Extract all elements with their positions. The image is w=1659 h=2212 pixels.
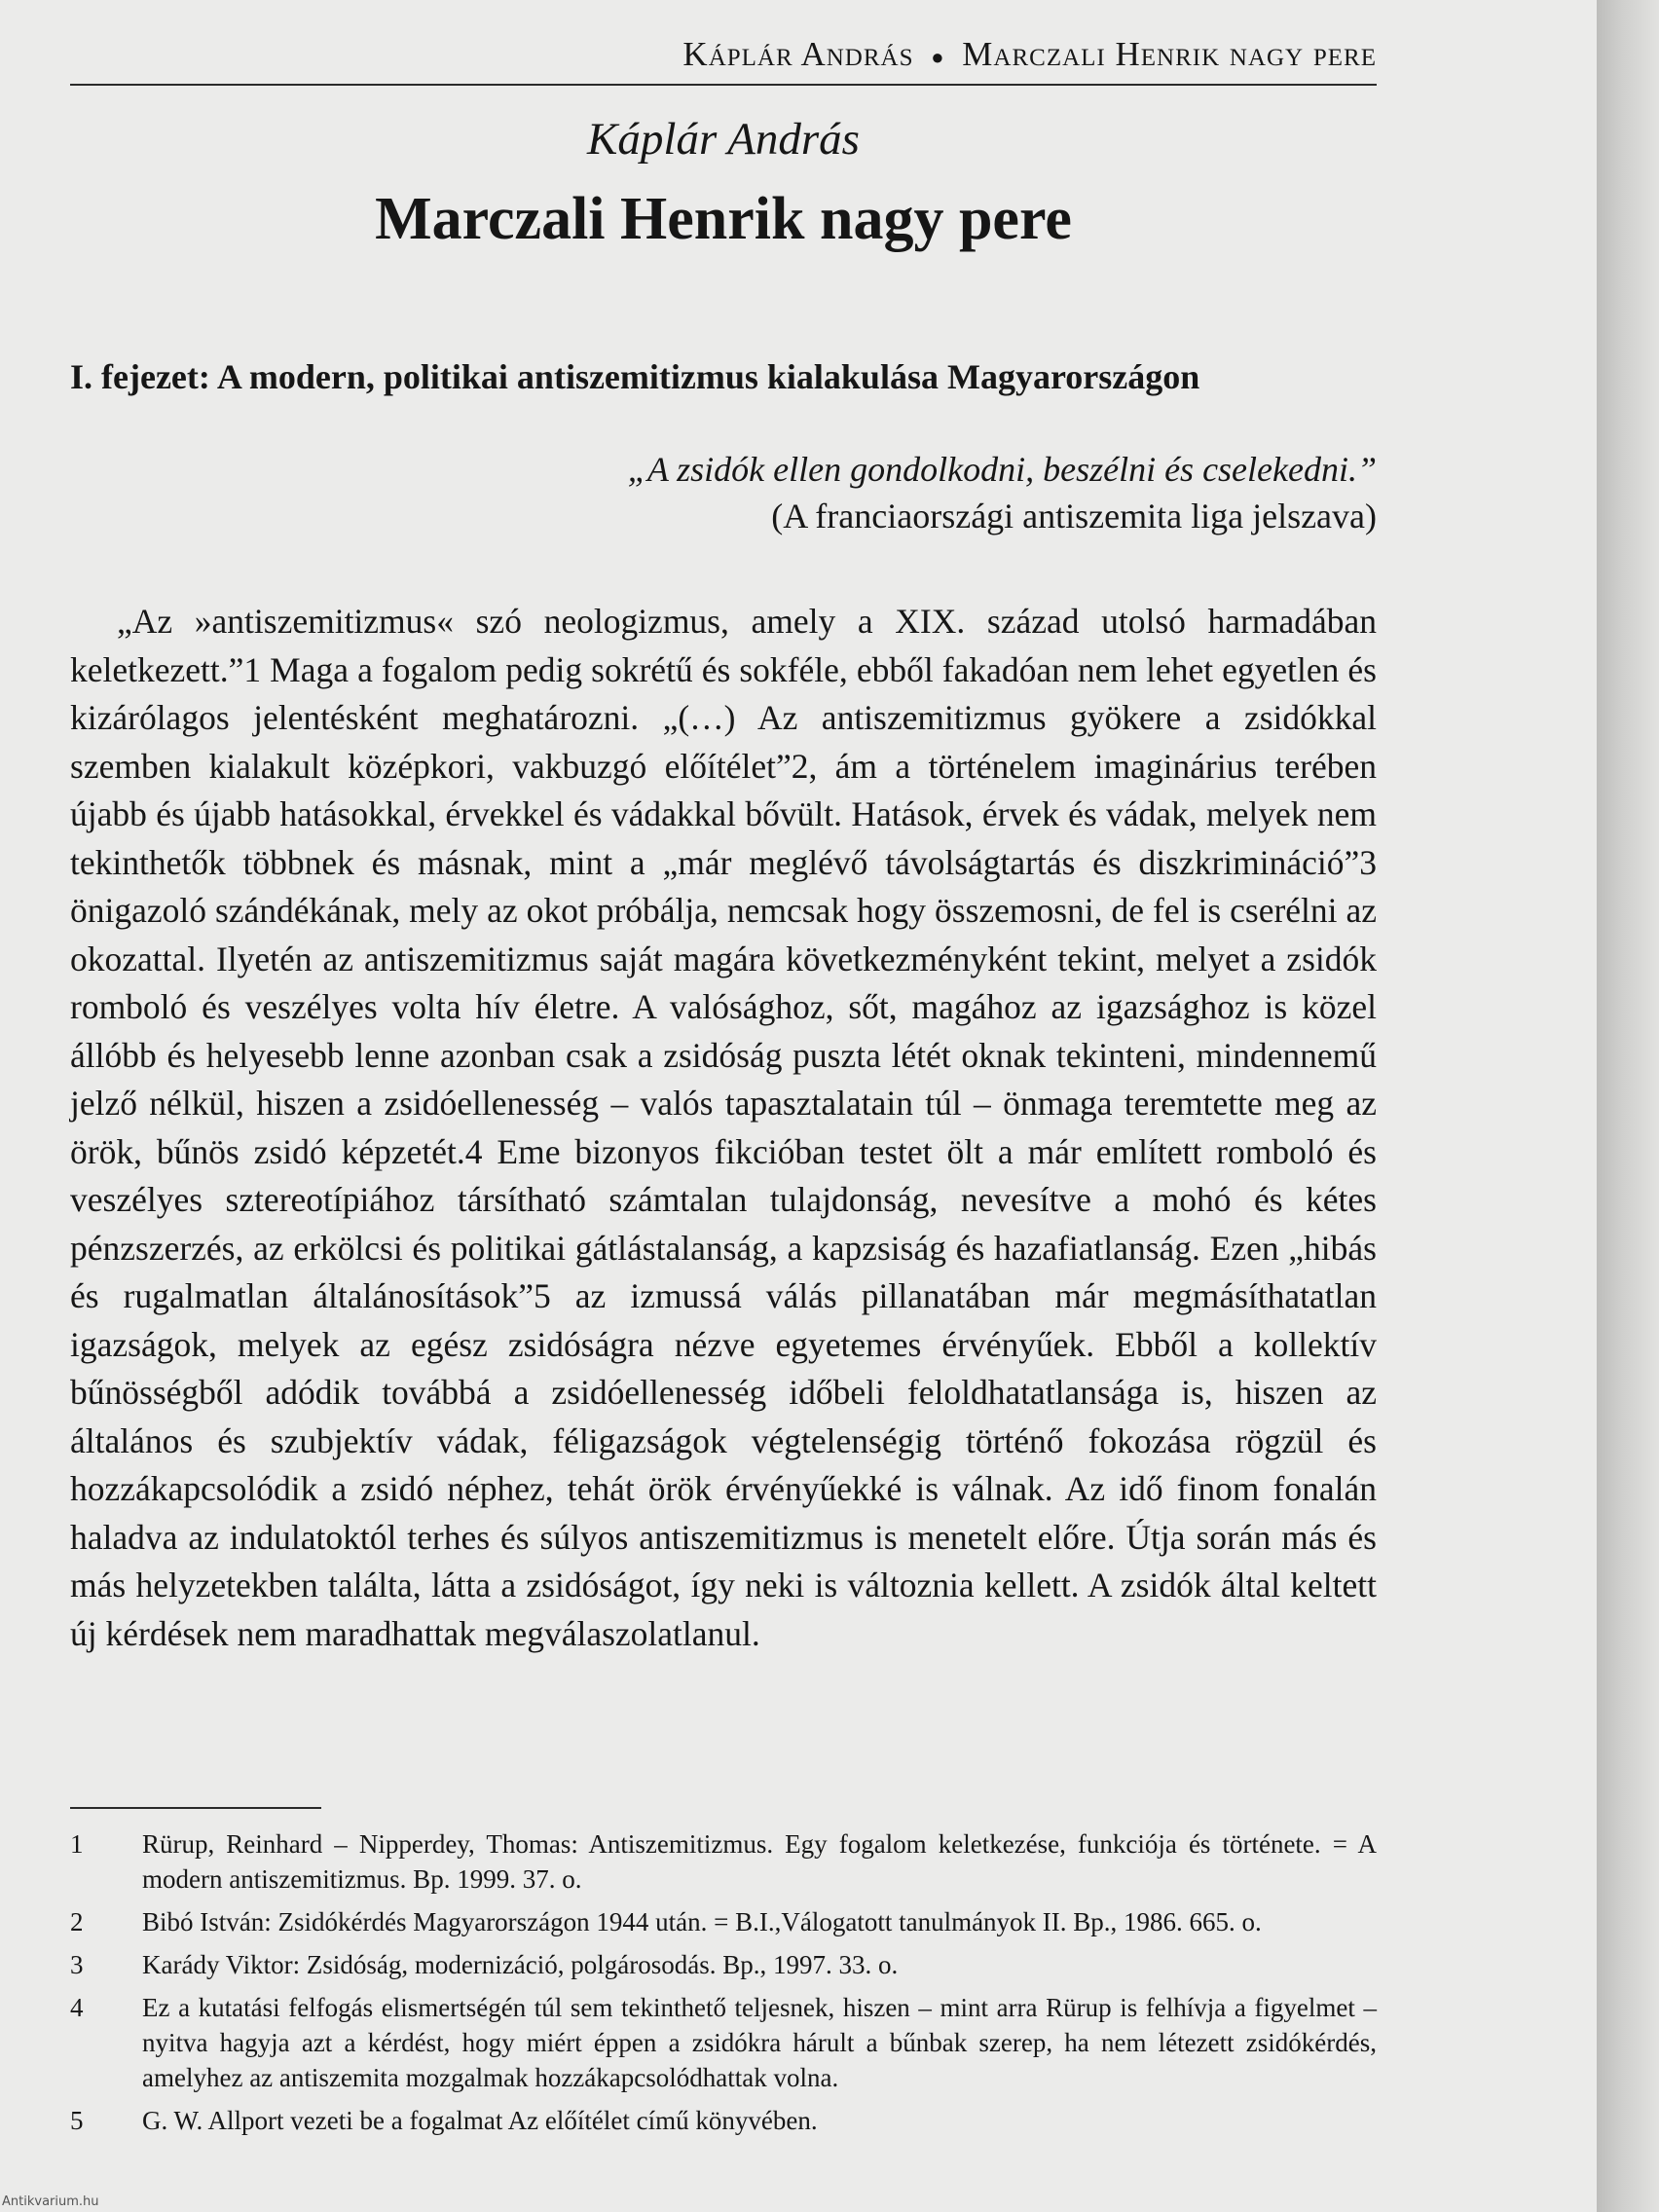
- motto-quote: „A zsidók ellen gondolkodni, beszélni és cselekedni.”: [627, 450, 1377, 489]
- chapter-heading: I. fejezet: A modern, politikai antiszemitizmus kialakulása Magyarországon: [70, 357, 1200, 396]
- footnote-number: 1: [70, 1829, 84, 1859]
- footnote-rule: [70, 1807, 321, 1809]
- body-paragraph: „Az »antiszemitizmus« szó neologizmus, amely a XIX. század utolsó harmadában keletkezett.”1 Maga a fogalom pedig sokrétű és sokféle, ebből fakadóan nem lehet egyetlen és kizárólagos jelentésként meghatározni. „(…) Az antiszemitizmus gyökere a zsidókkal szemben kialakult középkori, vakbuzgó előítélet”2, ám a történelem imaginárius terében újabb és újabb hatásokkal, érvekkel és vádakkal bővült. Hatások, érvek és vádak, melyek nem tekinthetők többnek és másnak, mint a „már meglévő távolságtartás és diszkrimináció”3 önigazoló szándékának, mely az okot próbálja, nemcsak hogy összemosni, de fel is cserélni az okozattal. Ilyetén az antiszemitizmus saját magára következményként tekint, melyet a zsidók romboló és veszélyes volta hív életre. A valósághoz, sőt, magához az igazsághoz is közel állóbb és helyesebb lenne azonban csak a zsidóság puszta létét oknak tekinteni, mindennemű jelző nélkül, hiszen a zsidóellenesség – valós tapasztalatain túl – önmaga teremtette meg az örök, bűnös zsidó képzetét.4 Eme bizonyos fikcióban testet ölt a már említett romboló és veszélyes sztereotípiához társítható számtalan tulajdonság, nevesítve a mohó és kétes pénzszerzés, az erkölcsi és politikai gátlástalanság, a kapzsiság és hazafiatlanság. Ezen „hibás és rugalmatlan általánosítások”5 az izmussá válás pillanatában már megmásíthatatlan igazságok, melyek az egész zsidóságra nézve egyetemes érvényűek. Ebből a kollektív bűnösségből adódik továbbá a zsidóellenesség időbeli feloldhatatlansága is, hiszen az általános és szubjektív vádak, féligazságok végtelenségig történő fokozása rögzül és hozzákapcsolódik a zsidó néphez, tehát örök érvényűekké is válnak. Az idő finom fonalán haladva az indulatoktól terhes és súlyos antiszemitizmus is menetelt előre. Útja során más és más helyzetekben találta, látta a zsidóságot, így neki is változnia kellett. A zsidók által keltett új kérdések nem maradhattak megválaszolatlanul.: [70, 602, 1377, 1653]
- running-header-title: Marczali Henrik nagy pere: [962, 35, 1377, 73]
- footnote-text: Ez a kutatási felfogás elismertségén túl sem tekinthető teljesnek, hiszen – mint arra Rürup is felhívja a figyelmet – nyitva hagyja azt a kérdést, hogy miért éppen a zsidókra hárult a bűnbak szerep, ha nem létezett zsidókérdés, amelyhez az antiszemita mozgalmak hozzákapcsolódhattak volna.: [142, 1993, 1377, 2092]
- running-header-author: Káplár András: [682, 35, 914, 73]
- footnote-text: Rürup, Reinhard – Nipperdey, Thomas: Antiszemitizmus. Egy fogalom keletkezése, funkciója és története. = A modern antiszemitizmus. Bp. 1999. 37. o.: [142, 1829, 1377, 1894]
- running-header: [70, 35, 1377, 74]
- footnote-number: 4: [70, 1993, 84, 2022]
- watermark: Antikvarium.hu: [2, 2194, 99, 2209]
- footnote-text: G. W. Allport vezeti be a fogalmat Az előítélet című könyvében.: [142, 2106, 818, 2135]
- article-author: Káplár András: [587, 114, 860, 165]
- body-text: [70, 598, 1377, 1658]
- footnote: [70, 1904, 1377, 1939]
- footnote-number: 3: [70, 1950, 84, 1979]
- footnote-number: 5: [70, 2106, 84, 2135]
- footnote-text: Bibó István: Zsidókérdés Magyarországon 1944 után. = B.I.,Válogatott tanulmányok II. Bp., 1986. 665. o.: [142, 1907, 1262, 1936]
- footnote: [70, 1947, 1377, 1982]
- footnotes: [70, 1826, 1377, 2146]
- footnote: [70, 1990, 1377, 2095]
- page-edge: [1597, 0, 1659, 2212]
- bullet-icon: ●: [931, 44, 945, 69]
- motto-source: (A franciaországi antiszemita liga jelszava): [771, 497, 1377, 535]
- motto: [70, 446, 1377, 539]
- footnote: [70, 2103, 1377, 2138]
- footnote-number: 2: [70, 1907, 84, 1936]
- footnote: [70, 1826, 1377, 1897]
- article-title: Marczali Henrik nagy pere: [375, 186, 1072, 252]
- footnote-text: Karády Viktor: Zsidóság, modernizáció, polgárosodás. Bp., 1997. 33. o.: [142, 1950, 899, 1979]
- header-rule: [70, 84, 1377, 86]
